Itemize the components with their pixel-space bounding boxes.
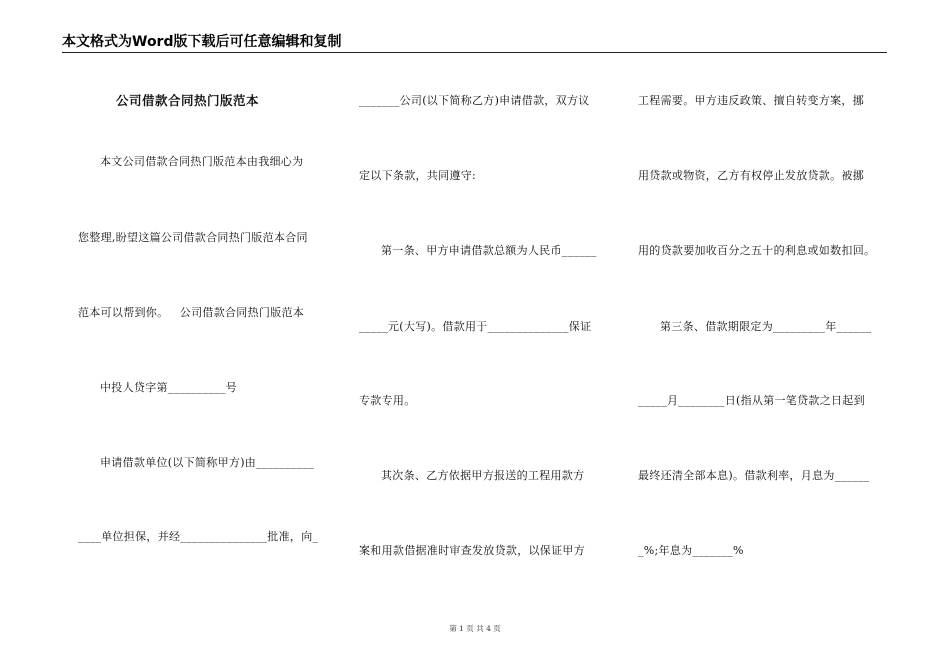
header-divider [62,52,887,53]
paragraph-line: 最终还清全部本息)。借款利率，月息为______ [638,469,870,482]
paragraph-line: _____元(大写)。借款用于______________保证 [359,320,592,333]
paragraph-line: 第一条、甲方申请借款总额为人民币______ [381,244,597,257]
paragraph-line: 本文公司借款合同热门版范本由我细心为 [100,155,304,168]
paragraph-line: _%;年息为_______% [638,544,744,557]
paragraph-line: 范本可以帮到你。 公司借款合同热门版范本 [78,306,305,319]
paragraph-line: 用的贷款要加收百分之五十的利息或如数扣回。 [638,244,876,257]
paragraph-line: 您整理,盼望这篇公司借款合同热门版范本合同 [78,231,308,244]
paragraph-line: _____月________日(指从第一笔贷款之日起到 [638,394,865,407]
paragraph-line: 第三条、借款期限定为_________年______ [660,320,872,333]
paragraph-line: 专款专用。 [359,394,416,407]
paragraph-line: 案和用款借据准时审查发放贷款，以保证甲方 [359,544,585,557]
paragraph-line: 工程需要。甲方违反政策、擅自转变方案，挪 [638,94,864,107]
document-title: 公司借款合同热门版范本 [116,93,260,108]
paragraph-line: 中投人贷字第__________号 [100,381,238,394]
paragraph-line: 申请借款单位(以下简称甲方)由__________ [100,456,315,469]
paragraph-line: 其次条、乙方依据甲方报送的工程用款方 [381,469,585,482]
paragraph-line: 定以下条款，共同遵守: [359,169,477,182]
paragraph-line: ____单位担保，并经_______________批准，向_ [78,530,319,543]
paragraph-line: _______公司(以下简称乙方)申请借款，双方议 [359,94,590,107]
word-format-notice: 本文格式为Word版下载后可任意编辑和复制 [62,34,342,50]
paragraph-line: 用贷款或物资，乙方有权停止发放贷款。被挪 [638,169,864,182]
page-number: 第 1 页 共 4 页 [449,624,501,633]
